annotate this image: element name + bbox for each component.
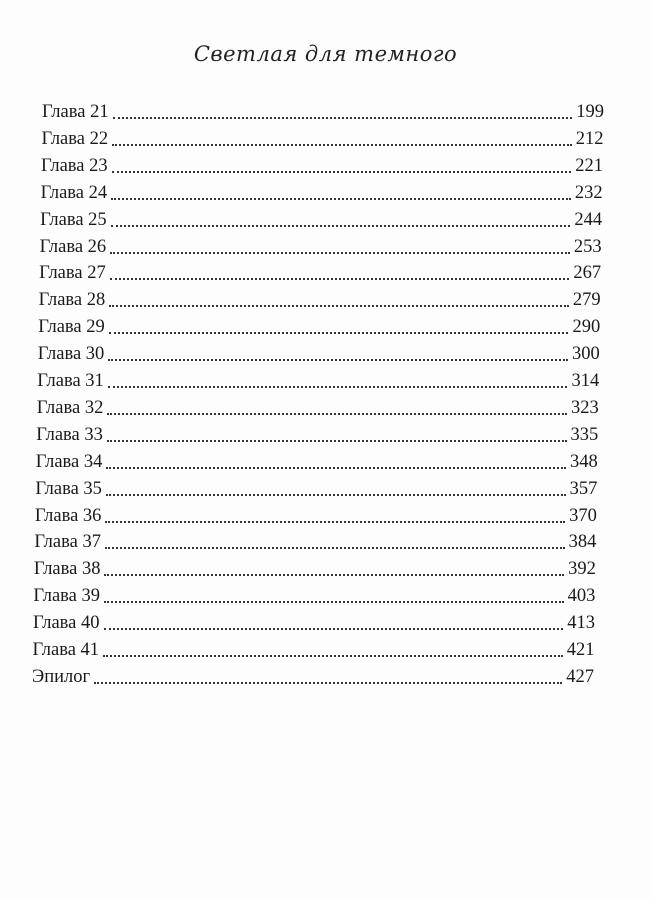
dot-leader — [109, 332, 569, 334]
toc-entry-page-number: 314 — [571, 371, 600, 391]
toc-entry-label: Глава 21 — [42, 102, 109, 122]
toc-entry-page-number: 370 — [569, 505, 597, 526]
toc-entry-label: Глава 26 — [39, 236, 107, 257]
toc-entry-page-number: 290 — [572, 317, 601, 338]
toc-entry — [33, 580, 595, 607]
dot-leader — [104, 628, 564, 630]
toc-entry-page-number: 335 — [570, 424, 599, 445]
toc-entry — [42, 123, 604, 150]
toc-entry — [36, 446, 598, 473]
toc-entry — [41, 177, 603, 204]
toc-entry-page-number: 323 — [571, 397, 599, 418]
toc-entry — [40, 231, 602, 258]
toc-entry-page-number: 221 — [575, 155, 604, 176]
dot-leader — [104, 601, 564, 603]
toc-entry-label: Глава 23 — [41, 155, 108, 176]
toc-entry-page-number: 357 — [569, 478, 598, 499]
toc-entry-label: Глава 33 — [36, 424, 103, 445]
toc-entry-page-number: 232 — [574, 182, 603, 203]
toc-entry-page-number: 212 — [575, 128, 604, 149]
toc-entry — [38, 338, 600, 365]
dot-leader — [105, 547, 565, 549]
toc-entry-label: Эпилог — [32, 666, 91, 687]
toc-entry — [32, 634, 594, 661]
toc-entry-label: Глава 36 — [34, 505, 102, 526]
toc-entry-label: Глава 41 — [32, 640, 100, 660]
dot-leader — [109, 305, 569, 307]
toc-entry-page-number: 403 — [567, 586, 596, 607]
toc-entry — [36, 419, 598, 446]
dot-leader — [111, 198, 571, 200]
toc-entry-label: Глава 40 — [32, 613, 100, 634]
toc-entry — [39, 284, 601, 311]
toc-entry — [37, 365, 599, 392]
toc-entry-page-number: 427 — [566, 666, 594, 687]
dot-leader — [108, 359, 568, 361]
dot-leader — [103, 655, 563, 657]
dot-leader — [106, 467, 566, 469]
toc-entry-page-number: 244 — [574, 209, 603, 230]
toc-entry — [38, 311, 600, 338]
toc-entry — [40, 204, 602, 231]
dot-leader — [107, 440, 567, 442]
toc-entry — [37, 392, 599, 419]
toc-entry-label: Глава 34 — [35, 451, 103, 472]
toc-entry — [42, 96, 604, 123]
toc-entry-page-number: 279 — [572, 290, 601, 311]
toc-entry-label: Глава 38 — [33, 559, 101, 580]
toc-entry-label: Глава 24 — [40, 182, 108, 203]
dot-leader — [104, 574, 564, 576]
dot-leader — [107, 413, 567, 415]
toc-entry-label: Глава 31 — [37, 371, 104, 391]
toc-entry-page-number: 253 — [573, 236, 602, 257]
dot-leader — [110, 278, 570, 280]
toc-entry-label: Глава 30 — [37, 344, 105, 365]
dot-leader — [105, 521, 565, 523]
toc-entry — [35, 500, 597, 527]
dot-leader — [108, 386, 568, 388]
toc-entry-page-number: 384 — [568, 532, 597, 553]
toc-entry — [41, 150, 603, 177]
toc-entry-page-number: 267 — [573, 263, 602, 284]
toc-entry-label: Глава 22 — [41, 128, 109, 149]
toc-entry-label: Глава 25 — [40, 209, 107, 230]
toc-entry — [34, 526, 596, 553]
toc-entry-label: Глава 29 — [38, 317, 105, 338]
dot-leader — [111, 225, 571, 227]
toc-entry-label: Глава 35 — [35, 478, 102, 499]
dot-leader — [106, 494, 566, 496]
toc-entry-page-number: 413 — [567, 613, 595, 634]
running-header: Светлая для темного — [193, 42, 458, 66]
toc-entry — [35, 473, 597, 500]
dot-leader — [112, 171, 572, 173]
toc-entry-label: Глава 37 — [34, 532, 101, 553]
dot-leader — [110, 252, 570, 254]
toc-entry — [33, 607, 595, 634]
toc-entry-page-number: 348 — [570, 451, 598, 472]
toc-entry-label: Глава 39 — [33, 586, 100, 607]
toc-entry-label: Глава 32 — [36, 397, 104, 418]
dot-leader — [113, 117, 573, 119]
dot-leader — [112, 144, 572, 146]
toc-entry — [34, 553, 596, 580]
toc-entry-page-number: 421 — [566, 640, 595, 660]
dot-leader — [94, 682, 562, 684]
toc-entry-page-number: 199 — [576, 102, 604, 122]
toc-entry-page-number: 392 — [568, 559, 596, 580]
toc-entry-label: Глава 28 — [38, 290, 106, 311]
toc-entry-page-number: 300 — [571, 344, 600, 365]
toc-entry — [39, 257, 601, 284]
toc-entry — [32, 661, 594, 688]
toc-entry-label: Глава 27 — [39, 263, 106, 284]
